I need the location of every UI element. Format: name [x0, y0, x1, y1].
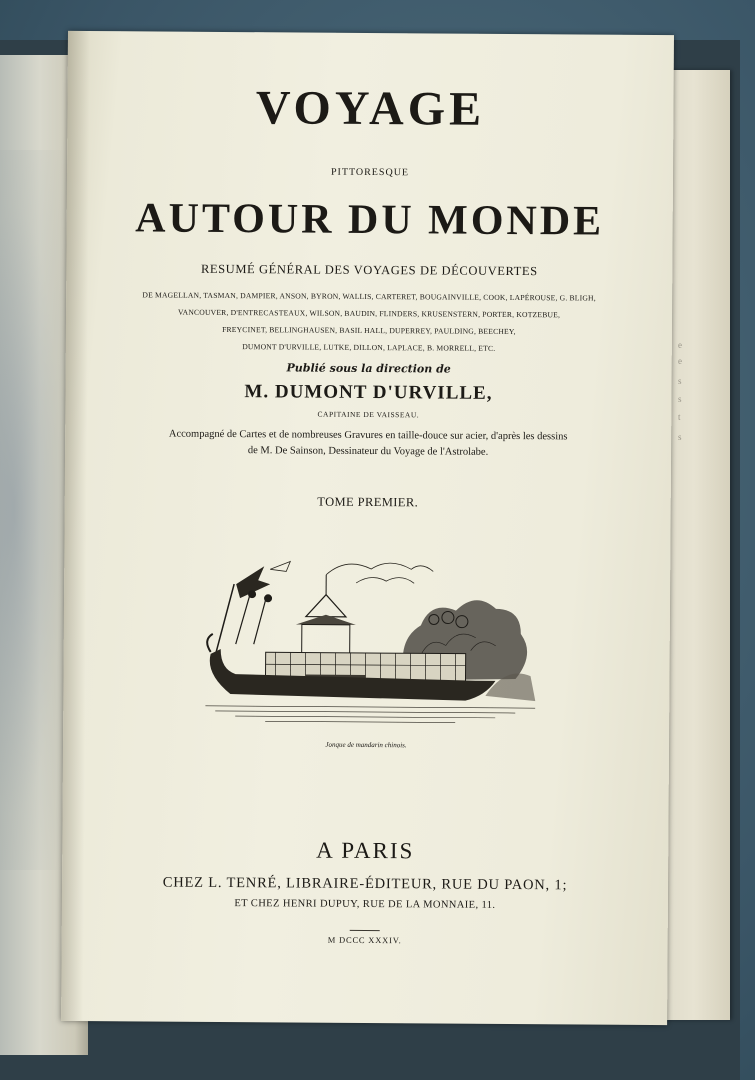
explorer-line: DE MAGELLAN, TASMAN, DAMPIER, ANSON, BYRON, WALLIS, CARTERET, BOUGAINVILLE, COOK, LAPÉROUSE, G. BLIGH,	[142, 290, 596, 303]
back-page-edge-letter: s	[678, 432, 682, 442]
publisher-line-2: ET CHEZ HENRI DUPUY, RUE DE LA MONNAIE, 11.	[234, 898, 496, 911]
explorer-line: VANCOUVER, D'ENTRECASTEAUX, WILSON, BAUDIN, FLINDERS, KRUSENSTERN, PORTER, KOTZEBUE,	[177, 307, 561, 320]
volume-label: TOME PREMIER.	[317, 494, 419, 510]
divider	[350, 930, 380, 931]
title-sub: PITTORESQUE	[330, 166, 410, 179]
city: A PARIS	[316, 837, 415, 864]
title-page	[61, 31, 674, 1025]
publie-line: Publié sous la direction de	[286, 361, 451, 376]
accompagne-line: Accompagné de Cartes et de nombreuses Gravures en taille-douce sur acier, d'après les dessins	[168, 428, 568, 443]
chinese-junk-engraving-icon	[205, 534, 536, 736]
back-page-edge-letter: e	[678, 340, 682, 350]
title-main: VOYAGE	[255, 81, 486, 136]
illustration-caption: Jonque de mandarin chinois.	[325, 740, 407, 750]
publication-date: M DCCC XXXIV.	[327, 934, 402, 946]
publisher-line: CHEZ L. TENRÉ, LIBRAIRE-ÉDITEUR, RUE DU PAON, 1;	[162, 874, 568, 894]
explorer-line: FREYCINET, BELLINGHAUSEN, BASIL HALL, DUPERREY, PAULDING, BEECHEY,	[222, 324, 516, 337]
back-page-edge-letter: t	[678, 412, 681, 422]
author-name: M. DUMONT D'URVILLE,	[244, 381, 493, 404]
author-title: CAPITAINE DE VAISSEAU.	[317, 409, 420, 420]
explorer-line: DUMONT D'URVILLE, LUTKE, DILLON, LAPLACE, B. MORRELL, ETC.	[242, 342, 496, 353]
back-page-edge-letter: s	[678, 394, 682, 404]
summary-line: RESUMÉ GÉNÉRAL DES VOYAGES DE DÉCOUVERTES	[200, 261, 538, 279]
left-page-stain	[0, 150, 70, 870]
title-second: AUTOUR DU MONDE	[135, 195, 605, 245]
back-page-edge-letter: e	[678, 356, 682, 366]
back-page-edge-letter: s	[678, 376, 682, 386]
accompagne-line: de M. De Sainson, Dessinateur du Voyage de l'Astrolabe.	[247, 445, 489, 458]
